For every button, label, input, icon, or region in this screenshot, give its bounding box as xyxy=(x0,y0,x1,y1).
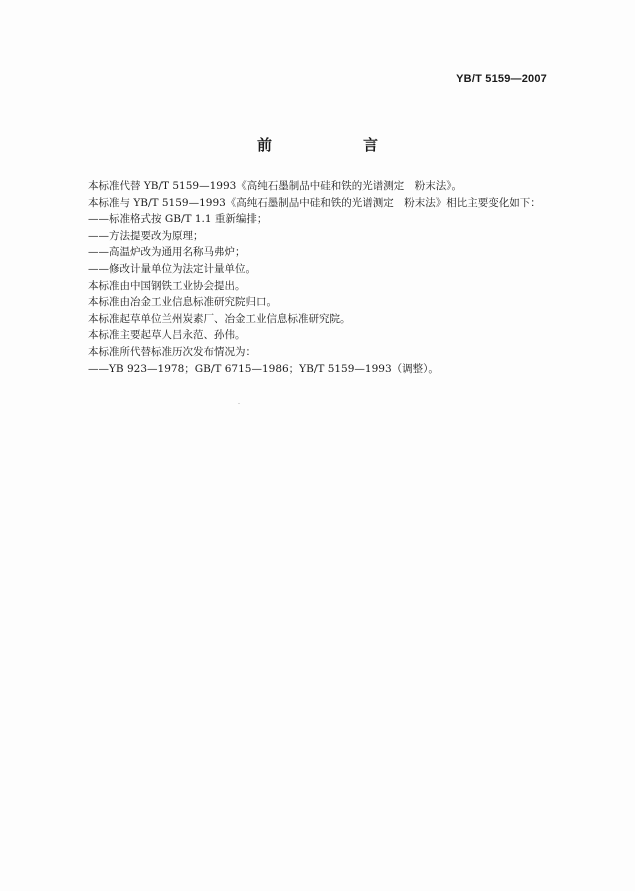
scan-speck xyxy=(238,403,240,404)
paragraph-drafting-units: 本标准起草单位兰州炭素厂、冶金工业信息标准研究院。 xyxy=(88,312,351,325)
standard-number: YB/T 5159—2007 xyxy=(456,73,547,85)
paragraph-drafters: 本标准主要起草人吕永范、孙伟。 xyxy=(88,329,246,342)
list-item-furnace: ——高温炉改为通用名称马弗炉； xyxy=(88,246,246,259)
foreword-body xyxy=(88,178,558,377)
list-item-principle: ——方法提要改为原理； xyxy=(88,229,204,242)
paragraph-proposed-by: 本标准由中国钢铁工业协会提出。 xyxy=(88,279,246,292)
paragraph-replaces: 本标准代替 YB/T 5159—1993《高纯石墨制品中硅和铁的光谱测定 粉末法》。 xyxy=(88,180,463,192)
page-title: 前 言 xyxy=(256,136,416,154)
list-item-history: ——YB 923—1978；GB/T 6715—1986；YB/T 5159—1993（调整）。 xyxy=(88,362,439,375)
list-item-format: ——标准格式按 GB/T 1.1 重新编排； xyxy=(88,213,268,226)
paragraph-history-intro: 本标准所代替标准历次发布情况为： xyxy=(88,345,256,358)
paragraph-centralized-by: 本标准由冶金工业信息标准研究院归口。 xyxy=(88,296,277,309)
list-item-units: ——修改计量单位为法定计量单位。 xyxy=(88,262,256,275)
paragraph-changes-intro: 本标准与 YB/T 5159—1993《高纯石墨制品中硅和铁的光谱测定 粉末法》相比主要变化如下： xyxy=(88,196,541,209)
